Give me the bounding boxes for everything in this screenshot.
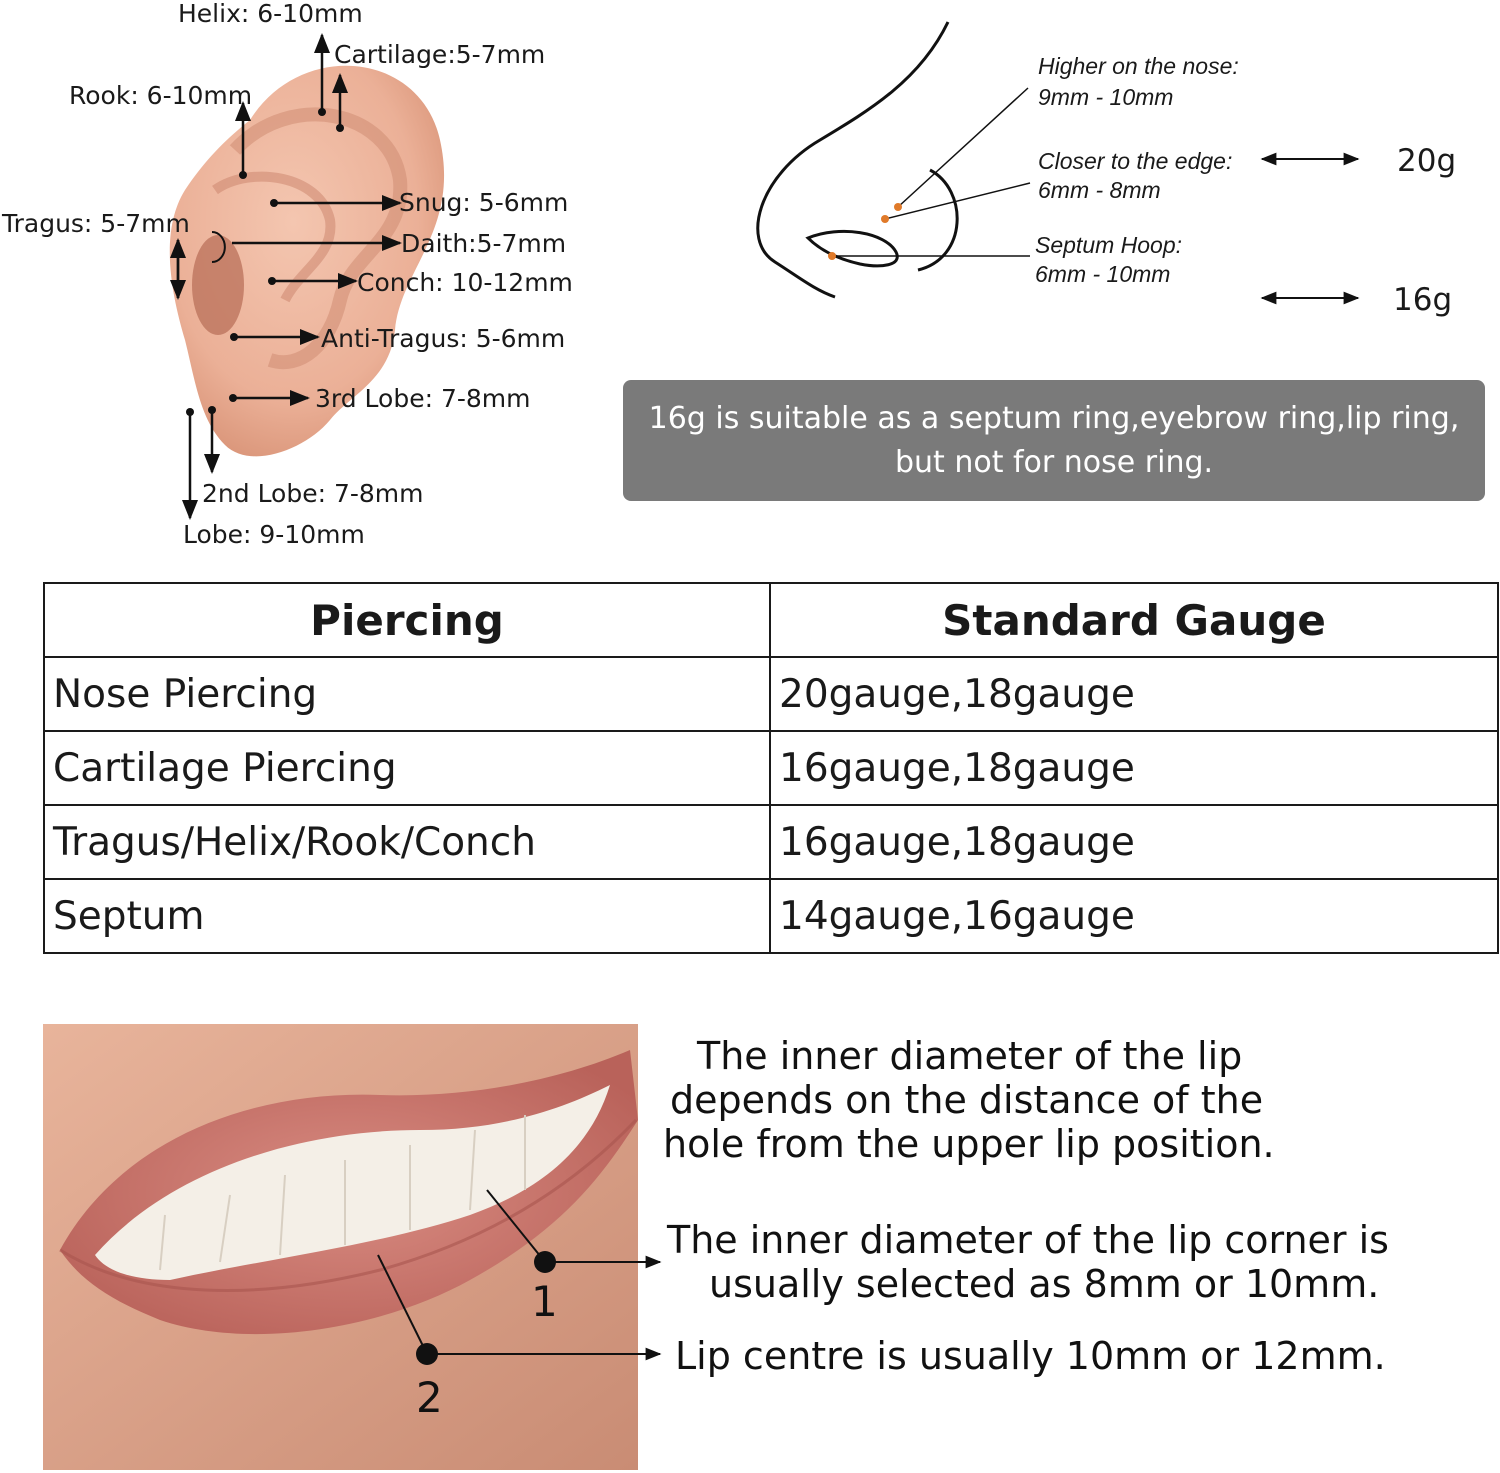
gauge-20g-label: 20g <box>1397 143 1457 179</box>
gauge-16g-label: 16g <box>1393 282 1453 318</box>
gauge-note-box <box>623 380 1485 501</box>
helix-label: Helix: 6-10mm <box>178 0 363 28</box>
nose-marker-septum <box>828 252 836 260</box>
piercing-cell: Tragus/Helix/Rook/Conch <box>44 805 770 879</box>
lip-paragraph-line-1: The inner diameter of the lip <box>697 1034 1243 1078</box>
lip-marker-2-label: 2 <box>416 1373 443 1422</box>
table-header-row <box>44 583 1498 657</box>
nose-marker-edge <box>881 215 889 223</box>
header-standard-gauge: Standard Gauge <box>770 583 1498 657</box>
nose-higher-title: Higher on the nose: <box>1038 53 1239 79</box>
table-row <box>44 657 1498 731</box>
lip-paragraph-line-3: hole from the upper lip position. <box>663 1122 1275 1166</box>
cartilage-label: Cartilage:5-7mm <box>334 40 546 69</box>
conch-label: Conch: 10-12mm <box>357 268 573 297</box>
second-lobe-label: 2nd Lobe: 7-8mm <box>202 479 424 508</box>
lip-corner-note-line-1: The inner diameter of the lip corner is <box>667 1218 1389 1262</box>
gauge-cell: 20gauge,18gauge <box>770 657 1498 731</box>
nose-marker-high <box>894 203 902 211</box>
table-row <box>44 731 1498 805</box>
lip-centre-note: Lip centre is usually 10mm or 12mm. <box>675 1334 1386 1378</box>
table-row <box>44 879 1498 953</box>
note-line-1: 16g is suitable as a septum ring,eyebrow ring,lip ring, <box>648 400 1460 436</box>
note-line-2: but not for nose ring. <box>894 444 1214 480</box>
piercing-cell: Nose Piercing <box>44 657 770 731</box>
gauge-cell: 16gauge,18gauge <box>770 731 1498 805</box>
table-row <box>44 805 1498 879</box>
nose-edge-title: Closer to the edge: <box>1038 148 1233 174</box>
tragus-label: Tragus: 5-7mm <box>2 209 190 238</box>
lip-paragraph-line-2: depends on the distance of the <box>670 1078 1264 1122</box>
nose-edge-value: 6mm - 8mm <box>1038 177 1161 203</box>
third-lobe-label: 3rd Lobe: 7-8mm <box>315 384 531 413</box>
lip-marker-2-dot <box>416 1343 438 1365</box>
rook-label: Rook: 6-10mm <box>69 81 253 110</box>
lip-photo <box>43 1024 638 1470</box>
lip-corner-note-line-2: usually selected as 8mm or 10mm. <box>709 1262 1380 1306</box>
gauge-cell: 16gauge,18gauge <box>770 805 1498 879</box>
gauge-table <box>43 582 1499 954</box>
piercing-cell: Cartilage Piercing <box>44 731 770 805</box>
snug-label: Snug: 5-6mm <box>399 188 569 217</box>
daith-label: Daith:5-7mm <box>401 229 567 258</box>
piercing-cell: Septum <box>44 879 770 953</box>
nose-septum-value: 6mm - 10mm <box>1035 261 1171 287</box>
anti-tragus-label: Anti-Tragus: 5-6mm <box>321 324 566 353</box>
nose-septum-title: Septum Hoop: <box>1035 232 1183 258</box>
lobe-label: Lobe: 9-10mm <box>183 520 365 549</box>
lip-marker-1-label: 1 <box>531 1277 558 1326</box>
nose-higher-value: 9mm - 10mm <box>1038 84 1174 110</box>
lip-marker-1-dot <box>534 1251 556 1273</box>
gauge-arrows <box>1262 159 1358 298</box>
gauge-cell: 14gauge,16gauge <box>770 879 1498 953</box>
header-piercing: Piercing <box>44 583 770 657</box>
